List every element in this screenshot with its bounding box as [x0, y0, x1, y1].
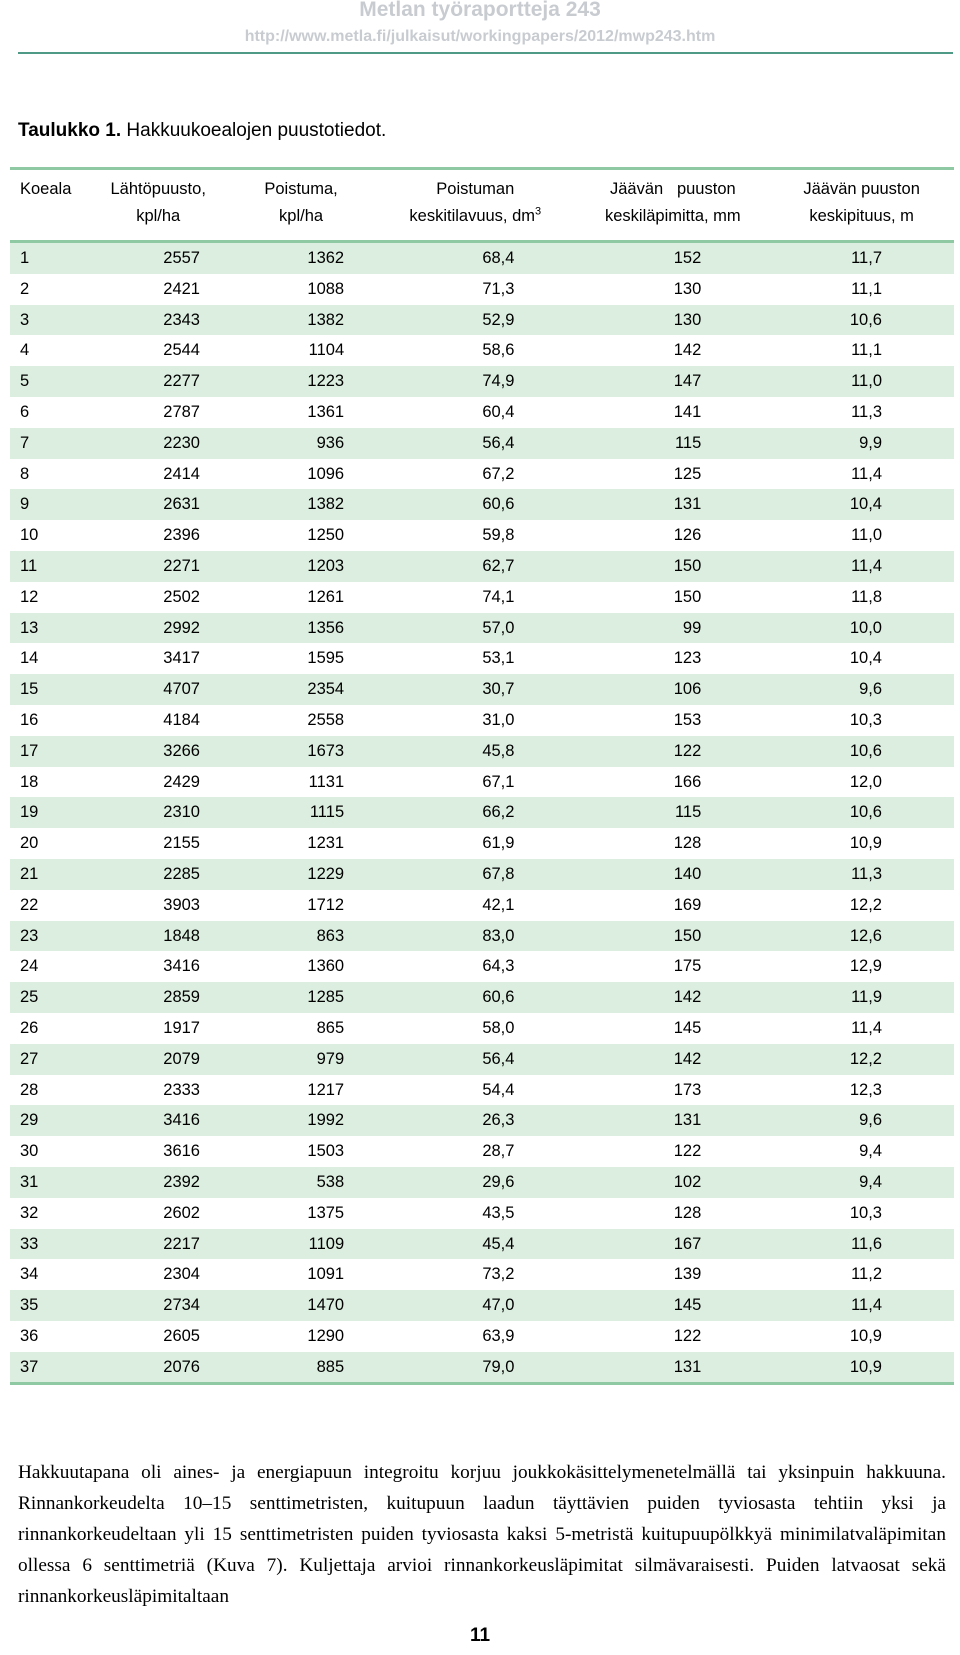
table-cell: 56,4 [374, 1044, 576, 1075]
table-cell: 145 [576, 1290, 769, 1321]
table-cell: 1217 [307, 1080, 345, 1099]
table-cell: 106 [576, 674, 769, 705]
table-cell: 20 [20, 834, 39, 853]
table-cell: 67,2 [482, 464, 515, 483]
table-row [10, 921, 954, 952]
table-cell: 33 [10, 1229, 88, 1260]
table-cell: 1261 [307, 587, 345, 606]
table-cell: 54,4 [482, 1080, 515, 1099]
table-cell: 2310 [88, 797, 228, 828]
table-row [10, 705, 954, 736]
table-cell: 23 [10, 921, 88, 952]
table-cell: 37 [10, 1352, 88, 1384]
table-cell: 150 [576, 551, 769, 582]
table-cell: 979 [228, 1044, 374, 1075]
table-cell: 61,9 [482, 834, 515, 853]
table-cell: 2605 [163, 1326, 200, 1345]
table-cell: 83,0 [374, 921, 576, 952]
table-cell: 11,9 [769, 982, 954, 1013]
table-cell: 34 [20, 1265, 39, 1284]
table-cell: 10,9 [849, 1326, 882, 1345]
table-cell: 131 [576, 1105, 769, 1136]
table-cell: 11,4 [769, 1290, 954, 1321]
table-cell: 12,3 [849, 1080, 882, 1099]
table-cell: 11,0 [769, 366, 954, 397]
table-cell: 141 [673, 402, 702, 421]
table-cell: 11,6 [769, 1229, 954, 1260]
table-cell: 9,6 [769, 674, 954, 705]
column-header: Jäävän puuston keskipituus, m [769, 169, 954, 242]
report-series-title: Metlan työraportteja 243 [359, 0, 601, 21]
table-header-row [10, 169, 954, 242]
table-cell: 4707 [88, 674, 228, 705]
table-cell: 1131 [308, 772, 345, 791]
table-cell: 145 [673, 1018, 702, 1037]
table-cell: 10 [20, 526, 39, 545]
table-cell: 10,0 [769, 613, 954, 644]
table-cell: 64,3 [482, 957, 515, 976]
table-cell: 936 [228, 428, 374, 459]
table-row [10, 674, 954, 705]
table-cell: 123 [673, 649, 702, 668]
column-header: Jäävän puuston keskiläpimitta, mm [576, 169, 769, 242]
page-number: 11 [469, 1625, 491, 1646]
table-cell: 12,2 [849, 895, 882, 914]
table-cell: 10,6 [769, 736, 954, 767]
table-row [10, 582, 954, 613]
table-cell: 1848 [88, 921, 228, 952]
table-cell: 1361 [307, 402, 345, 421]
table-cell: 19 [10, 797, 88, 828]
table-cell: 2217 [88, 1229, 228, 1260]
table-cell: 3417 [163, 649, 200, 668]
table-cell: 2421 [163, 279, 200, 298]
table-cell: 13 [10, 613, 88, 644]
table-cell: 3616 [163, 1142, 200, 1161]
table-row [10, 1321, 954, 1352]
table-cell: 30,7 [374, 674, 576, 705]
table-row [10, 1229, 954, 1260]
table-cell: 115 [576, 428, 769, 459]
table-cell: 53,1 [482, 649, 515, 668]
table-cell: 8 [20, 464, 30, 483]
table-cell: 1503 [307, 1142, 345, 1161]
table-cell: 1917 [163, 1018, 200, 1037]
table-caption-label: Taulukko 1. [18, 120, 122, 141]
table-row [10, 1352, 954, 1384]
table-cell: 2230 [88, 428, 228, 459]
table-cell: 3 [10, 305, 88, 336]
table-cell: 11,2 [851, 1265, 882, 1284]
table-cell: 52,9 [374, 305, 576, 336]
table-cell: 17 [10, 736, 88, 767]
table-cell: 10,3 [849, 1203, 882, 1222]
table-cell: 10,3 [849, 710, 882, 729]
table-cell: 175 [673, 957, 702, 976]
table-cell: 12,6 [769, 921, 954, 952]
table-cell: 1109 [228, 1229, 374, 1260]
column-header: Lähtöpuusto, kpl/ha [88, 169, 228, 242]
table-cell: 128 [673, 1203, 702, 1222]
table-cell: 173 [673, 1080, 702, 1099]
table-cell: 10,9 [769, 1352, 954, 1384]
table-cell: 16 [20, 710, 39, 729]
table-cell: 1375 [307, 1203, 345, 1222]
table-cell: 24 [20, 957, 39, 976]
table-cell: 79,0 [374, 1352, 576, 1384]
table-row [10, 397, 954, 428]
table-cell: 153 [673, 710, 702, 729]
table-cell: 131 [576, 489, 769, 520]
table-cell: 1712 [307, 895, 345, 914]
table-cell: 9,6 [769, 1105, 954, 1136]
table-cell: 2354 [228, 674, 374, 705]
table-cell: 115 [576, 797, 769, 828]
table-cell: 1595 [307, 649, 345, 668]
table-cell: 11,1 [851, 279, 882, 298]
table-row [10, 366, 954, 397]
table-row [10, 520, 954, 551]
table-cell: 3903 [163, 895, 200, 914]
table-cell: 11,7 [769, 242, 954, 274]
table-cell: 43,5 [482, 1203, 515, 1222]
table-caption-text: Hakkuukoealojen puustotiedot. [126, 120, 387, 141]
table-row [10, 335, 954, 366]
table-cell: 2343 [88, 305, 228, 336]
table-cell: 2155 [163, 834, 200, 853]
table-cell: 1223 [228, 366, 374, 397]
table-row [10, 1259, 954, 1290]
table-cell: 1382 [228, 305, 374, 336]
table-cell: 1992 [228, 1105, 374, 1136]
table-cell: 9,4 [859, 1142, 882, 1161]
table-row [10, 489, 954, 520]
table-cell: 2502 [163, 587, 200, 606]
table-cell: 10,4 [769, 489, 954, 520]
table-cell: 9,4 [769, 1167, 954, 1198]
table-row [10, 797, 954, 828]
table-cell: 122 [576, 736, 769, 767]
table-cell: 10,6 [769, 797, 954, 828]
table-cell: 21 [10, 859, 88, 890]
table-cell: 10,6 [769, 305, 954, 336]
table-cell: 59,8 [482, 526, 515, 545]
table-cell: 22 [20, 895, 39, 914]
table-cell: 11 [10, 551, 88, 582]
table-cell: 3416 [163, 957, 200, 976]
table-cell: 15 [10, 674, 88, 705]
table-row [10, 613, 954, 644]
table-cell: 1382 [228, 489, 374, 520]
table-cell: 29 [10, 1105, 88, 1136]
table-cell: 131 [576, 1352, 769, 1384]
table-row [10, 274, 954, 305]
table-cell: 538 [228, 1167, 374, 1198]
table-cell: 9 [10, 489, 88, 520]
table-cell: 122 [673, 1142, 702, 1161]
table-cell: 2631 [88, 489, 228, 520]
table-cell: 73,2 [482, 1265, 515, 1284]
table-cell: 11,3 [851, 402, 882, 421]
table-cell: 142 [576, 982, 769, 1013]
table-cell: 150 [673, 587, 702, 606]
table-cell: 130 [576, 305, 769, 336]
table-cell: 2414 [163, 464, 200, 483]
column-header: Poistuma, kpl/ha [228, 169, 374, 242]
table-cell: 2277 [88, 366, 228, 397]
table-cell: 2396 [163, 526, 200, 545]
table-row [10, 1105, 954, 1136]
table-row [10, 459, 954, 490]
table-cell: 6 [20, 402, 30, 421]
table-cell: 128 [673, 834, 702, 853]
table-cell: 2992 [88, 613, 228, 644]
table-cell: 30 [20, 1142, 39, 1161]
table-cell: 11,0 [851, 526, 882, 545]
table-cell: 12,2 [769, 1044, 954, 1075]
table-cell: 62,7 [374, 551, 576, 582]
table-cell: 147 [576, 366, 769, 397]
table-cell: 1104 [308, 341, 345, 360]
table-cell: 2076 [88, 1352, 228, 1384]
table-cell: 150 [576, 921, 769, 952]
table-cell: 28,7 [482, 1142, 515, 1161]
table-row [10, 551, 954, 582]
table-cell: 60,4 [482, 402, 515, 421]
table-cell: 47,0 [374, 1290, 576, 1321]
table-cell: 2557 [88, 242, 228, 274]
table-row [10, 982, 954, 1013]
table-cell: 167 [576, 1229, 769, 1260]
table-cell: 2285 [88, 859, 228, 890]
table-cell: 1096 [307, 464, 345, 483]
table-cell: 74,9 [374, 366, 576, 397]
table-cell: 14 [20, 649, 39, 668]
table-cell: 865 [316, 1018, 345, 1037]
table-cell: 2859 [88, 982, 228, 1013]
table-cell: 57,0 [374, 613, 576, 644]
table-cell: 1229 [228, 859, 374, 890]
table-cell: 1250 [307, 526, 345, 545]
table-row [10, 1075, 954, 1106]
table-cell: 142 [673, 341, 702, 360]
table-cell: 7 [10, 428, 88, 459]
table-cell: 18 [20, 772, 39, 791]
table-caption [18, 120, 386, 142]
table-cell: 2558 [307, 710, 345, 729]
stand-data-table [10, 167, 954, 1385]
table-row [10, 736, 954, 767]
table-cell: 31 [10, 1167, 88, 1198]
table-cell: 26 [20, 1018, 39, 1037]
table-cell: 885 [228, 1352, 374, 1384]
table-row [10, 1290, 954, 1321]
table-row [10, 859, 954, 890]
table-cell: 11,4 [769, 551, 954, 582]
table-cell: 1285 [228, 982, 374, 1013]
table-cell: 140 [576, 859, 769, 890]
table-cell: 11,3 [769, 859, 954, 890]
table-cell: 67,1 [482, 772, 515, 791]
report-url[interactable]: http://www.metla.fi/julkaisut/workingpapers/2012/mwp243.htm [244, 28, 716, 45]
table-cell: 126 [673, 526, 702, 545]
table-row [10, 428, 954, 459]
table-cell: 58,6 [482, 341, 515, 360]
table-cell: 125 [673, 464, 702, 483]
table-cell: 2602 [163, 1203, 200, 1222]
table-cell: 863 [228, 921, 374, 952]
column-header: Poistuman keskitilavuus, $dm^3$ [374, 169, 576, 242]
header-divider [18, 52, 953, 54]
table-cell: 166 [673, 772, 702, 791]
table-cell: 5 [10, 366, 88, 397]
table-cell: 3416 [88, 1105, 228, 1136]
table-cell: 2429 [163, 772, 200, 791]
table-cell: 10,9 [849, 834, 882, 853]
table-cell: 2787 [163, 402, 200, 421]
body-paragraph: Hakkuutapana oli aines- ja energiapuun integroitu korjuu joukkokäsittelymenetelmällä tai yksinpuin hakkuuna. Rinnankorkeudelta 10–15 senttimetristen, kuitupuun laadun täyttävien puiden tyviosasta tehtiin yksi ja rinnankorkeudeltaan yli 15 senttimetristen puiden tyviosasta kaksi 5-metristä kuitupuupölkkyä minimilatvaläpimitan ollessa 6 senttimetriä (Kuva 7). Kuljettaja arvioi rinnankorkeusläpimitat silmävaraisesti. Puiden latvaosat sekä rinnankorkeusläpimitaltaan [18, 1462, 946, 1607]
table-cell: 2304 [163, 1265, 200, 1284]
table-row [10, 951, 954, 982]
column-header: Koeala [10, 169, 88, 242]
table-cell: 142 [576, 1044, 769, 1075]
table-cell: 71,3 [482, 279, 515, 298]
table-row [10, 1198, 954, 1229]
table-cell: 12,0 [849, 772, 882, 791]
table-row [10, 305, 954, 336]
table-cell: 2079 [88, 1044, 228, 1075]
table-cell: 1115 [228, 797, 374, 828]
table-cell: 1091 [307, 1265, 345, 1284]
table-cell: 11,8 [851, 587, 882, 606]
table-row [10, 890, 954, 921]
table-cell: 12 [20, 587, 39, 606]
table-cell: 10,4 [849, 649, 882, 668]
table-cell: 74,1 [482, 587, 515, 606]
table-cell: 4 [20, 341, 30, 360]
table-cell: 2544 [163, 341, 200, 360]
table-cell: 28 [20, 1080, 39, 1099]
table-cell: 45,4 [374, 1229, 576, 1260]
table-cell: 139 [673, 1265, 702, 1284]
table-cell: 169 [673, 895, 702, 914]
table-cell: 122 [673, 1326, 702, 1345]
table-cell: 2734 [88, 1290, 228, 1321]
table-cell: 12,9 [849, 957, 882, 976]
table-cell: 26,3 [374, 1105, 576, 1136]
table-cell: 2 [20, 279, 30, 298]
table-cell: 1360 [307, 957, 345, 976]
table-cell: 11,1 [851, 341, 882, 360]
table-cell: 42,1 [482, 895, 515, 914]
table-row [10, 767, 954, 798]
table-cell: 3266 [88, 736, 228, 767]
table-cell: 68,4 [374, 242, 576, 274]
table-cell: 4184 [163, 710, 200, 729]
table-cell: 31,0 [482, 710, 515, 729]
table-cell: 1 [10, 242, 88, 274]
table-row [10, 1013, 954, 1044]
table-cell: 1203 [228, 551, 374, 582]
table-cell: 130 [673, 279, 702, 298]
table-cell: 1356 [228, 613, 374, 644]
table-cell: 36 [20, 1326, 39, 1345]
table-row [10, 242, 954, 274]
table-cell: 58,0 [482, 1018, 515, 1037]
table-cell: 66,2 [374, 797, 576, 828]
table-row [10, 1167, 954, 1198]
table-cell: 1362 [228, 242, 374, 274]
table-cell: 11,4 [851, 1018, 882, 1037]
table-cell: 56,4 [374, 428, 576, 459]
table-cell: 67,8 [374, 859, 576, 890]
table-cell: 1673 [228, 736, 374, 767]
table-cell: 102 [576, 1167, 769, 1198]
table-cell: 35 [10, 1290, 88, 1321]
table-cell: 27 [10, 1044, 88, 1075]
table-row [10, 643, 954, 674]
table-cell: 63,9 [482, 1326, 515, 1345]
table-row [10, 1044, 954, 1075]
table-cell: 99 [576, 613, 769, 644]
table-cell: 29,6 [374, 1167, 576, 1198]
table-cell: 2271 [88, 551, 228, 582]
table-cell: 45,8 [374, 736, 576, 767]
table-cell: 25 [10, 982, 88, 1013]
table-cell: 9,9 [769, 428, 954, 459]
table-cell: 1290 [307, 1326, 345, 1345]
table-cell: 11,4 [851, 464, 882, 483]
table-cell: 1231 [307, 834, 345, 853]
table-row [10, 1136, 954, 1167]
table-cell: 2392 [88, 1167, 228, 1198]
table-cell: 1088 [307, 279, 345, 298]
table-cell: 152 [576, 242, 769, 274]
table-cell: 1470 [228, 1290, 374, 1321]
table-cell: 32 [20, 1203, 39, 1222]
table-row [10, 828, 954, 859]
table-cell: 2333 [163, 1080, 200, 1099]
table-cell: 60,6 [374, 982, 576, 1013]
table-cell: 60,6 [374, 489, 576, 520]
